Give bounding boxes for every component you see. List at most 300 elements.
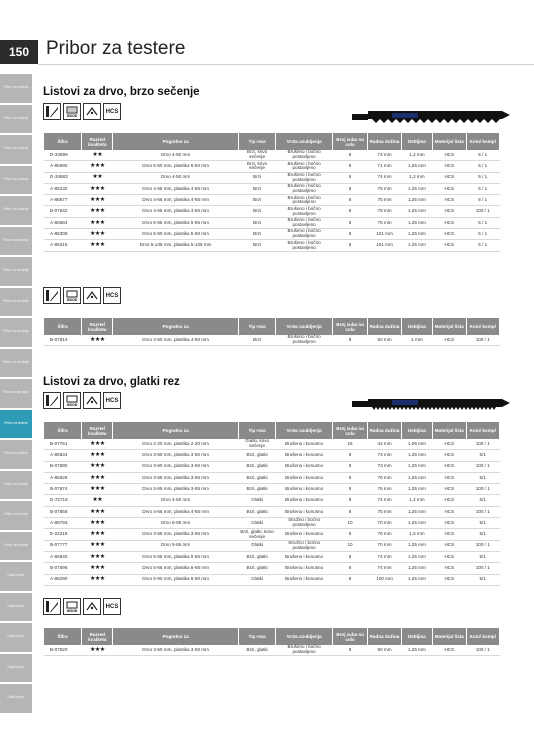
quality-stars: ★★★ <box>82 335 113 346</box>
table-cell: Brušeno i konusno <box>276 484 332 495</box>
table-row <box>44 574 500 585</box>
table-cell: HCS <box>433 206 466 217</box>
table-cell: Brzi, glatki <box>238 461 276 472</box>
table-cell: HCS <box>433 240 466 251</box>
table-cell: 60 mm <box>368 335 401 346</box>
table-cell: 100 / 1 <box>466 484 500 495</box>
quality-stars: ★★★ <box>82 217 113 228</box>
table-cell: 1,25 mm <box>401 161 432 172</box>
table-cell: 1,2 mm <box>401 495 432 506</box>
column-header: Materijal lista <box>433 628 466 645</box>
table-cell: 70 mm <box>368 540 401 551</box>
quality-stars: ★★★ <box>82 450 113 461</box>
sidebar-tab[interactable]: Ostali pribor <box>0 654 32 683</box>
table-cell: Brzi <box>238 335 276 346</box>
column-header: Kom/ kompl <box>466 628 500 645</box>
table-cell: Glatki <box>238 540 276 551</box>
sidebar-tab[interactable]: Pribor za brušenje <box>0 257 32 286</box>
table-cell: 6 <box>332 551 368 562</box>
table-cell: 73 mm <box>368 461 401 472</box>
article-code: B-07674 <box>44 484 82 495</box>
table-cell: Glatki <box>238 574 276 585</box>
blade-image-fast <box>352 107 512 125</box>
table-row <box>44 484 500 495</box>
sidebar <box>0 74 32 715</box>
table-cell: Brzi <box>238 229 276 240</box>
table-cell: HCS <box>433 195 466 206</box>
table-cell: Brušeno i konusno <box>276 506 332 517</box>
table-cell: 9 <box>332 495 368 506</box>
table-cell: Brušeno i konusno <box>276 450 332 461</box>
table-cell: Drvo 4-50 mm, plastika 4-50 mm <box>113 335 238 346</box>
article-code: A-85634 <box>44 450 82 461</box>
table-cell: Drvo 4-50 mm <box>113 172 238 183</box>
table-row <box>44 461 500 472</box>
table-cell: Brzi <box>238 217 276 228</box>
table-cell: HCS <box>433 172 466 183</box>
table-cell: Brušeno i bočno postavljeno <box>276 206 332 217</box>
table-cell: Drvo 3-50 mm, plastika 3-50 mm <box>113 645 238 656</box>
table-cell: HCS <box>433 506 466 517</box>
table-cell: Drvo 5-65 mm <box>113 540 238 551</box>
table-cell: Drvo 5-135 mm, plastika 5-135 mm <box>113 240 238 251</box>
column-header: Debljina <box>401 133 432 150</box>
cut-type-icon <box>83 103 101 120</box>
table-fast-cut <box>44 133 500 252</box>
column-header: Materijal lista <box>433 133 466 150</box>
table-cell: Drvo 2-20 mm, plastika 2-20 mm <box>113 439 238 450</box>
sidebar-tab[interactable]: Pribor za bušenje <box>0 196 32 225</box>
table-cell: Brušeno i bočno postavljeno <box>276 229 332 240</box>
column-header: Materijal lista <box>433 318 466 335</box>
table-cell: Drvo 3-60 mm, plastika 3-60 mm <box>113 450 238 461</box>
table-cell: 100 / 1 <box>466 540 500 551</box>
sidebar-tab[interactable]: Pribor za testere <box>0 410 32 439</box>
article-code: E-22218 <box>44 529 82 540</box>
table-cell: 101 mm <box>368 240 401 251</box>
table-cell: Drvo 4-65 mm, plastika 4-65 mm <box>113 183 238 194</box>
sidebar-tab[interactable]: Pribor za brušenje <box>0 227 32 256</box>
table-cell: Drvo 5-90 mm, plastika 5-90 mm <box>113 574 238 585</box>
table-cell: Brušeno i bočno postavljeno <box>276 161 332 172</box>
table-cell: Brušeno i bočno postavljeno <box>276 335 332 346</box>
table-row <box>44 439 500 450</box>
column-header: Tip reza <box>238 318 276 335</box>
svg-text:WOOD: WOOD <box>66 114 78 118</box>
column-header: Broj zuba na colu <box>332 422 368 439</box>
table-cell: HCS <box>433 495 466 506</box>
quality-stars: ★★ <box>82 150 113 161</box>
article-code: A-86315 <box>44 240 82 251</box>
table-cell: 1,25 mm <box>401 645 432 656</box>
blade-shank-icon <box>43 103 61 120</box>
table-cell: Brzi <box>238 240 276 251</box>
table-cell: 6 <box>332 240 368 251</box>
article-code: B-07814 <box>44 335 82 346</box>
table-row <box>44 217 500 228</box>
table-cell: 6 <box>332 183 368 194</box>
wood-icon <box>63 287 81 304</box>
article-code: A-86290 <box>44 574 82 585</box>
table-cell: HCS <box>433 229 466 240</box>
sidebar-tab[interactable]: Pribor za rezanje <box>0 501 32 530</box>
table-cell: 5/1 <box>466 518 500 529</box>
quality-stars: ★★★ <box>82 645 113 656</box>
table-cell: HCS <box>433 529 466 540</box>
table-cell: Drvo 4-65 mm, plastika 4-65 mm <box>113 206 238 217</box>
feature-icons <box>43 392 121 409</box>
table-cell: Brzi, glatki <box>238 472 276 483</box>
table-row <box>44 150 500 161</box>
table-header-row <box>44 628 500 645</box>
table-cell: Brušeno i konusno <box>276 439 332 450</box>
table-cell: 5 / 1 <box>466 195 500 206</box>
table-cell: 44 mm <box>368 439 401 450</box>
column-header: Radna dužina <box>368 422 401 439</box>
column-header: Vrsta ozubljenja <box>276 133 332 150</box>
table-cell: 75 mm <box>368 183 401 194</box>
feature-icons <box>43 598 121 615</box>
quality-stars: ★★★ <box>82 206 113 217</box>
sidebar-tab[interactable]: Pribor za testere <box>0 440 32 469</box>
table-cell: HCS <box>433 217 466 228</box>
column-header: Radna dužina <box>368 133 401 150</box>
table-cell: 5/1 <box>466 495 500 506</box>
table-cell: Stružno i bočno postavljeno <box>276 518 332 529</box>
table-cell: Brušeno i bočno postavljeno <box>276 150 332 161</box>
quality-stars: ★★★ <box>82 195 113 206</box>
table-cell: Drvo 4-50 mm <box>113 150 238 161</box>
blade-shank-icon <box>43 287 61 304</box>
table-cell: Brušeno i bočno postavljeno <box>276 183 332 194</box>
svg-text:WOOD: WOOD <box>66 403 78 407</box>
table-cell: Drvo 5-65 mm, plastika 5-65 mm <box>113 563 238 574</box>
sidebar-tab[interactable]: Pribor za bušenje <box>0 135 32 164</box>
hcs-icon: HCS <box>103 103 121 120</box>
quality-stars: ★★★ <box>82 229 113 240</box>
table-cell: 5 / 1 <box>466 217 500 228</box>
table-cell: 5 / 1 <box>466 150 500 161</box>
column-header: Debljina <box>401 628 432 645</box>
quality-stars: ★★★ <box>82 461 113 472</box>
page-number: 150 <box>0 40 38 64</box>
table-cell: 6 <box>332 574 368 585</box>
column-header: Kom/ kompl <box>466 422 500 439</box>
sidebar-tab[interactable]: Pribor za brušenje <box>0 349 32 378</box>
article-code: A-85628 <box>44 472 82 483</box>
table-cell: HCS <box>433 461 466 472</box>
table-cell: 9 <box>332 529 368 540</box>
table-cell: 5 / 1 <box>466 240 500 251</box>
table-cell: Brušeno i bočno postavljeno <box>276 645 332 656</box>
table-cell: 70 mm <box>368 518 401 529</box>
article-code: D-72718 <box>44 495 82 506</box>
table-row <box>44 563 500 574</box>
table-cell: 101 mm <box>368 229 401 240</box>
blade-shank-icon <box>43 392 61 409</box>
table-cell: Brušeno i bočno postavljeno <box>276 240 332 251</box>
table-cell: 73 mm <box>368 450 401 461</box>
table-cell: 5/1 <box>466 529 500 540</box>
cut-type-icon <box>83 287 101 304</box>
table-row <box>44 206 500 217</box>
table-cell: HCS <box>433 161 466 172</box>
hcs-icon: HCS <box>103 287 121 304</box>
quality-stars: ★★★ <box>82 484 113 495</box>
column-header: Broj zuba na colu <box>332 318 368 335</box>
table-cell: Brzi, krivo sečenje <box>238 150 276 161</box>
table-header-row <box>44 133 500 150</box>
table-cell: Drvo 3-60 mm, plastika 3-60 mm <box>113 461 238 472</box>
table-cell: Brzi <box>238 206 276 217</box>
sidebar-tab[interactable]: Pribor za brušenje <box>0 288 32 317</box>
table-row <box>44 195 500 206</box>
table-cell: 75 mm <box>368 206 401 217</box>
table-cell: 75 mm <box>368 217 401 228</box>
table-cell: 100 / 1 <box>466 563 500 574</box>
blade-image-smooth <box>352 396 512 412</box>
table-cell: 10 <box>332 518 368 529</box>
table-cell: Drvo 4-50 mm <box>113 495 238 506</box>
table-cell: 1,25 mm <box>401 217 432 228</box>
table-cell: Drvo 3-65 mm, plastika 3-65 mm <box>113 529 238 540</box>
table-cell: Brzi, glatki <box>238 450 276 461</box>
table-cell: Drvo 4-65 mm, plastika 4-65 mm <box>113 195 238 206</box>
quality-stars: ★★★ <box>82 574 113 585</box>
table-cell: 100 / 1 <box>466 206 500 217</box>
table-cell: Glatki, krivo sečenje <box>238 439 276 450</box>
table-cell: 1,5 mm <box>401 529 432 540</box>
sidebar-tab[interactable]: Pribor za brušenje <box>0 318 32 347</box>
table-cell: 8 <box>332 335 368 346</box>
table-smooth-cut-short <box>44 628 500 656</box>
table-cell: Brzi, glatki <box>238 484 276 495</box>
sidebar-tab[interactable]: Pribor za bušenje <box>0 105 32 134</box>
table-cell: 1,25 mm <box>401 195 432 206</box>
table-cell: 60 mm <box>368 645 401 656</box>
column-header: Razred kvaliteta <box>82 422 113 439</box>
quality-stars: ★★★ <box>82 540 113 551</box>
table-row <box>44 506 500 517</box>
table-row <box>44 551 500 562</box>
table-cell: 1,25 mm <box>401 240 432 251</box>
table-header-row <box>44 422 500 439</box>
table-cell: 74 mm <box>368 172 401 183</box>
column-header: Razred kvaliteta <box>82 628 113 645</box>
table-cell: 1,25 mm <box>401 563 432 574</box>
table-cell: 1,25 mm <box>401 450 432 461</box>
table-cell: Stružno i bočno postavljeno <box>276 540 332 551</box>
wood-icon <box>63 598 81 615</box>
table-cell: 100 / 1 <box>466 335 500 346</box>
table-cell: HCS <box>433 645 466 656</box>
table-cell: Drvo 4-65 mm, plastika 4-65 mm <box>113 506 238 517</box>
table-cell: Glatki <box>238 518 276 529</box>
column-header: Razred kvaliteta <box>82 133 113 150</box>
table-cell: Drvo 3-65 mm, plastika 3-65 mm <box>113 472 238 483</box>
table-cell: 100 / 1 <box>466 439 500 450</box>
table-cell: Drvo 5-90 mm, plastika 5-90 mm <box>113 229 238 240</box>
article-code: B-07858 <box>44 506 82 517</box>
svg-text:WOOD: WOOD <box>66 298 78 302</box>
sidebar-tab[interactable]: Pribor za rezanje <box>0 471 32 500</box>
column-header: Materijal lista <box>433 422 466 439</box>
table-cell: HCS <box>433 484 466 495</box>
table-cell: HCS <box>433 563 466 574</box>
table-cell: Brušeno i bočno postavljeno <box>276 217 332 228</box>
article-code: A-85684 <box>44 217 82 228</box>
table-row <box>44 529 500 540</box>
table-cell: Glatki <box>238 495 276 506</box>
quality-stars: ★★★ <box>82 472 113 483</box>
table-row <box>44 335 500 346</box>
section-title-smooth-cut: Listovi za drvo, glatki rez <box>43 376 180 388</box>
column-header: Šifra <box>44 422 82 439</box>
wood-icon <box>63 392 81 409</box>
table-row <box>44 172 500 183</box>
column-header: Razred kvaliteta <box>82 318 113 335</box>
table-cell: 6 <box>332 206 368 217</box>
table-cell: 6 <box>332 195 368 206</box>
table-cell: 9 <box>332 645 368 656</box>
table-cell: 6 <box>332 161 368 172</box>
table-cell: 100 mm <box>368 574 401 585</box>
column-header: Šifra <box>44 133 82 150</box>
table-cell: Brušeno i konusno <box>276 529 332 540</box>
article-code: D-34899 <box>44 150 82 161</box>
table-cell: Brzi, glatki <box>238 645 276 656</box>
table-cell: 1,25 mm <box>401 551 432 562</box>
table-cell: 1,2 mm <box>401 150 432 161</box>
table-cell: 76 mm <box>368 529 401 540</box>
column-header: Šifra <box>44 628 82 645</box>
table-cell: Brušeno i konusno <box>276 472 332 483</box>
table-cell: 5 / 1 <box>466 183 500 194</box>
table-row <box>44 229 500 240</box>
column-header: Tip reza <box>238 133 276 150</box>
sidebar-tab[interactable]: Pribor za glodanje <box>0 379 32 408</box>
table-cell: HCS <box>433 472 466 483</box>
table-cell: 1,25 mm <box>401 229 432 240</box>
table-cell: HCS <box>433 518 466 529</box>
table-cell: Brzi, glatki <box>238 563 276 574</box>
page-title: Pribor za testere <box>46 38 186 59</box>
table-row <box>44 450 500 461</box>
hcs-icon: HCS <box>103 598 121 615</box>
article-code: D-34883 <box>44 172 82 183</box>
article-code: A-86309 <box>44 229 82 240</box>
table-cell: Brzi <box>238 195 276 206</box>
column-header: Debljina <box>401 318 432 335</box>
table-row <box>44 161 500 172</box>
table-cell: 75 mm <box>368 506 401 517</box>
table-cell: 5/1 <box>466 450 500 461</box>
table-cell: 5/1 <box>466 574 500 585</box>
column-header: Tip reza <box>238 628 276 645</box>
table-cell: HCS <box>433 551 466 562</box>
table-cell: 6 <box>332 150 368 161</box>
table-cell: 5 / 1 <box>466 229 500 240</box>
quality-stars: ★★★ <box>82 563 113 574</box>
table-cell: 9 <box>332 450 368 461</box>
sidebar-tab[interactable]: Ostali pribor <box>0 684 32 713</box>
quality-stars: ★★★ <box>82 506 113 517</box>
table-cell: Drvo 5-65 mm, plastika 5-65 mm <box>113 551 238 562</box>
table-header-row <box>44 318 500 335</box>
article-code: B-07642 <box>44 206 82 217</box>
quality-stars: ★★★ <box>82 240 113 251</box>
sidebar-tab[interactable]: Ostali pribor <box>0 623 32 652</box>
table-row <box>44 540 500 551</box>
sidebar-tab[interactable]: Ostali pribor <box>0 593 32 622</box>
table-cell: 6 <box>332 217 368 228</box>
table-cell: HCS <box>433 540 466 551</box>
column-header: Radna dužina <box>368 318 401 335</box>
feature-icons <box>43 287 121 304</box>
table-cell: 5 / 1 <box>466 161 500 172</box>
table-cell: Brzi, glatki <box>238 551 276 562</box>
table-cell: 5/1 <box>466 551 500 562</box>
column-header: Pogodno za <box>113 133 238 150</box>
table-cell: 1,25 mm <box>401 206 432 217</box>
table-cell: 16 <box>332 439 368 450</box>
column-header: Tip reza <box>238 422 276 439</box>
table-cell: 9 <box>332 461 368 472</box>
hcs-icon: HCS <box>103 392 121 409</box>
table-cell: Brzi, krivo sečenje <box>238 161 276 172</box>
table-cell: 6 <box>332 563 368 574</box>
table-cell: 9 <box>332 484 368 495</box>
table-cell: Brzi, glatki, krivo sečenje <box>238 529 276 540</box>
table-cell: 1,25 mm <box>401 183 432 194</box>
sidebar-tab[interactable]: Pribor za bušenje <box>0 74 32 103</box>
table-cell: 100 / 1 <box>466 461 500 472</box>
table-cell: 74 mm <box>368 150 401 161</box>
column-header: Vrsta ozubljenja <box>276 422 332 439</box>
table-cell: 1,25 mm <box>401 574 432 585</box>
article-code: B-07761 <box>44 439 82 450</box>
quality-stars: ★★★ <box>82 529 113 540</box>
article-code: B-07696 <box>44 563 82 574</box>
article-code: A-86577 <box>44 195 82 206</box>
article-code: A-85232 <box>44 183 82 194</box>
table-cell: 5 / 1 <box>466 172 500 183</box>
column-header: Vrsta ozubljenja <box>276 318 332 335</box>
sidebar-tab[interactable]: Pribor za bušenje <box>0 166 32 195</box>
quality-stars: ★★★ <box>82 518 113 529</box>
table-cell: 1,2 mm <box>401 172 432 183</box>
table-cell: 6 <box>332 229 368 240</box>
table-cell: Drvo 3-65 mm, plastika 3-65 mm <box>113 484 238 495</box>
sidebar-tab[interactable]: Pribor za rezanje <box>0 532 32 561</box>
article-code: B-07777 <box>44 540 82 551</box>
table-cell: HCS <box>433 574 466 585</box>
column-header: Šifra <box>44 318 82 335</box>
table-smooth-cut <box>44 422 500 586</box>
table-row <box>44 495 500 506</box>
section-title-fast-cut: Listovi za drvo, brzo sečenje <box>43 86 200 98</box>
table-cell: 9 <box>332 472 368 483</box>
column-header: Vrsta ozubljenja <box>276 628 332 645</box>
table-cell: 1,25 mm <box>401 484 432 495</box>
table-cell: 76 mm <box>368 472 401 483</box>
quality-stars: ★★ <box>82 172 113 183</box>
column-header: Kom/ kompl <box>466 133 500 150</box>
table-cell: 1,06 mm <box>401 439 432 450</box>
sidebar-tab[interactable]: Ostali pribor <box>0 562 32 591</box>
table-cell: 1,25 mm <box>401 518 432 529</box>
table-cell: 6 <box>332 172 368 183</box>
